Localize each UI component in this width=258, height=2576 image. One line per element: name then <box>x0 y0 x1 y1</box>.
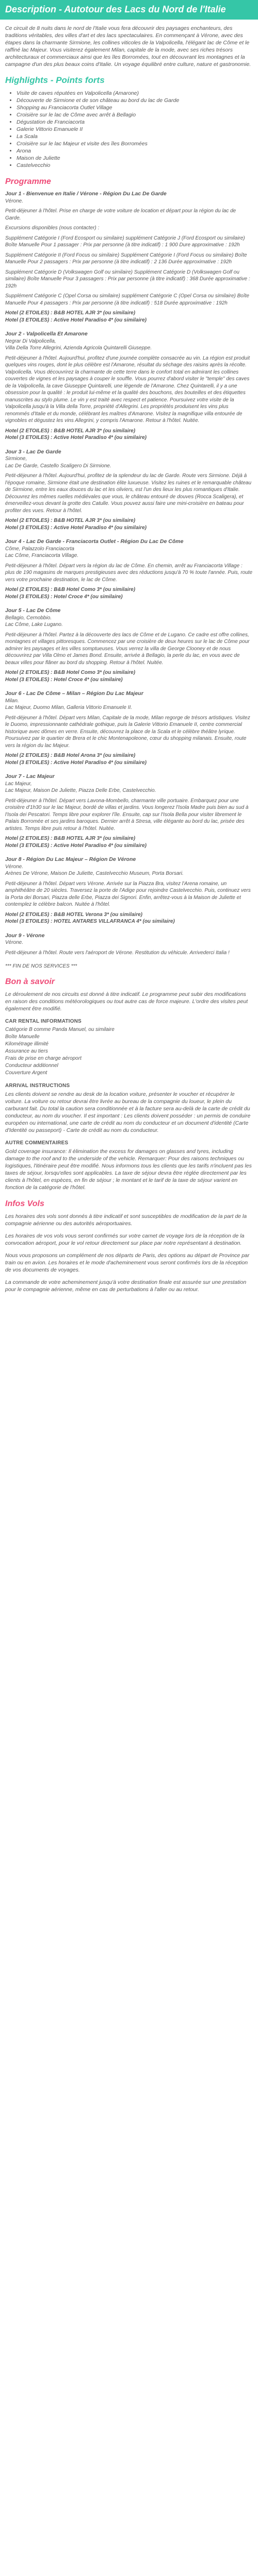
program-title: Programme <box>5 177 51 186</box>
highlight-item: • La Scala <box>17 133 253 140</box>
car-rental-item: Boîte Manuelle <box>5 1034 40 1040</box>
day-hotel: Hotel (2 ETOILES) : B&B HOTEL AJR 3* (ou similaire) <box>5 428 136 434</box>
day-block <box>5 607 253 683</box>
highlight-item: • Croisière sur le lac Majeur et visite des îles Borromées <box>17 140 253 147</box>
highlight-item: • Shopping au Franciacorta Outlet Village <box>17 104 253 111</box>
day-block <box>5 538 253 600</box>
day-title: Jour 3 - Lac De Garde <box>5 448 61 455</box>
day-place: Vérone. <box>5 198 24 204</box>
program-end-note: *** FIN DE NOS SERVICES *** <box>5 963 77 969</box>
day-title: Jour 8 - Région Du Lac Majeur – Région De Vérone <box>5 856 136 862</box>
day-hotel: Hotel (3 ETOILES) : HOTEL ANTARES VILLAFRANCA 4* (ou similaire) <box>5 919 175 924</box>
highlight-item: • Maison de Juliette <box>17 155 253 162</box>
day-place: Milan. Lac Majeur, Duomo Milan, Galleria Vittorio Emanuele II. <box>5 698 133 710</box>
day-hotel: Hotel (2 ETOILES) : B&B Hotel Arona 3* (ou similaire) <box>5 753 136 758</box>
page-title: Description - Autotour des Lacs du Nord de l'Italie <box>0 0 258 20</box>
day-hotel: Hotel (2 ETOILES) : B&B HOTEL AJR 3* (ou similaire) <box>5 518 136 523</box>
useful-info-title: Infos Vols <box>5 1199 44 1208</box>
day-title: Jour 1 - Bienvenue en Italie / Vérone - Région Du Lac De Garde <box>5 191 167 197</box>
car-rental-item: Catégorie B comme Panda Manuel, ou similaire <box>5 1027 115 1032</box>
highlight-item: • Galerie Vittorio Emanuele II <box>17 126 253 133</box>
highlight-item: • Dégustation de Franciacorta <box>17 118 253 126</box>
highlight-item: • Croisière sur le lac de Côme avec arrêt à Bellagio <box>17 111 253 118</box>
day-place: Lac Majeur, Lac Majeur, Maison De Juliette, Piazza Delle Erbe, Castelvecchio. <box>5 781 156 793</box>
day-place: Côme, Palazzolo Franciacorta Lac Côme, Franciacorta Village. <box>5 546 79 558</box>
day-title: Jour 6 - Lac De Côme – Milan – Région Du Lac Majeur <box>5 690 143 697</box>
day-place: Vérone. Arènes De Vérone, Maison De Juliette, Castelvecchio Museum, Porta Borsari. <box>5 863 184 876</box>
car-rental-item: Conducteur additionnel <box>5 1063 58 1069</box>
day-hotel: Hotel (2 ETOILES) : B&B Hotel Como 3* (ou similaire) <box>5 670 136 675</box>
day-place: Sirmione, Lac De Garde, Castello Scaligero Di Sirmione. <box>5 456 111 469</box>
day-description: Supplément Catégorie II (Ford Focus ou similaire) Supplément Catégorie I (Ford Focus ou similaire) Boîte Manuelle Pour 2 passagers : Prix par personne (à titre indicatif) : 2 136 Durée approximative : 192h <box>5 252 247 265</box>
day-block <box>5 331 253 442</box>
day-hotel: Hotel (2 ETOILES) : B&B Hotel Como 3* (ou similaire) <box>5 587 136 592</box>
highlights-list <box>17 90 253 169</box>
highlight-item: • Arona <box>17 147 253 155</box>
day-place: Bellagio, Cernobbio. Lac Côme, Lake Lugano. <box>5 615 63 628</box>
useful-info-para: Les horaires des vols sont donnés à titre indicatif et sont susceptibles de modification de la part de la compagnie aérienne ou des autorités aéroportuaires. <box>5 1213 247 1227</box>
day-block <box>5 191 253 324</box>
day-block <box>5 690 253 766</box>
highlight-item: • Visite de caves réputées en Valpolicella (Amarone) <box>17 90 253 97</box>
day-description: Petit-déjeuner à l'hôtel. Aujourd'hui, profitez de la splendeur du lac de Garde. Route vers Sirmione. Déjà à l'époque romaine, Sirmione était une destination élite luxueuse. Visitez les ruines et le remarquable château de Sirmione, entre les eaux douces du lac et les oliviers, est l'un des lieux les plus romantiques d'Italie. Découvrez les mêmes ruelles médiévales que vous, le château entouré de douves (Rocca Scaligera), et émerveillez-vous devant la grotte des Catulle. Vous pouvez aussi faire une mini-croisière en bateau pour profiter des vues. Retour à l'hôtel. <box>5 473 252 514</box>
day-description: Supplément Catégorie I (Ford Ecosport ou similaire) supplément Catégorie J (Ford Ecosport ou similaire) Boîte Manuelle Pour 1 passager : Prix par personne (à titre indicatif) : 1 900 Dure approximative : 192h <box>5 235 245 248</box>
day-block <box>5 449 253 532</box>
day-hotel: Hotel (3 ETOILES) : Hotel Croce 4* (ou similaire) <box>5 594 123 600</box>
other-comments-text: Gold coverage insurance: Il élimination the excess for damages on glasses and tyres, including damage to the roof and to the underside of the vehicle. Remarquer: Pour des raisons techniques ou logistiques, l'itinéraire peut être modifié. Nous informons tous les clients que les tarifs n'incluent pas les taxes de séjour, lorsqu'elles sont applicables. La taxe de séjour devra être réglée directement par les clients à l'hôtel, en espèces, en fin de séjour ; le montant et le tarif de la taxe de séjour varient en fonction de la catégorie de l'hôtel. <box>5 1148 252 1191</box>
day-hotel: Hotel (3 ETOILES) : Hotel Croce 4* (ou similaire) <box>5 676 123 683</box>
arrival-text: Les clients doivent se rendre au desk de la location voiture, présenter le voucher et récupérer le voiture. La voiture ou retour devrai être livrée au bureau de la compagnie du loueur, le plein du carburant fait. Du total la caution sera conditionnée et à la facture sera au-delà de la carte de crédit du conducteur, au nom du voucher. Il est important : Les clients doivent posséder : un permis de conduire européen ou international, une carte de crédit au nom du conducteur et un document d'identité (Carte d'Identité ou passeport) - Carte de crédit au nom du conducteur. <box>5 1091 251 1133</box>
highlights-title: Highlights - Points forts <box>5 75 105 85</box>
good-to-know-title: Bon à savoir <box>5 977 55 986</box>
day-description: Petit-déjeuner à l'hôtel. Départ vers la région du lac de Côme. En chemin, arrêt au Franciacorta Village : plus de 190 magasins de marques prestigieuses avec des réductions jusqu'à 70 % toute l'année. Puis, route vers votre prochaine destination, le lac de Côme. <box>5 563 253 583</box>
car-rental-list <box>5 1026 253 1077</box>
useful-info-para: Nous vous proposons un complément de nos départs de Paris, des options au départ de Province par train ou en avion. Les horaires et le mode d'acheminement vous seront confirmés lors de la réception de vos documents de voyages. <box>5 1252 250 1273</box>
day-title: Jour 5 - Lac De Côme <box>5 607 61 614</box>
day-description: Excursions disponibles (nous contacter) : <box>5 225 100 231</box>
day-block <box>5 773 253 849</box>
day-hotel: Hotel (2 ETOILES) : B&B HOTEL Verona 3* (ou similaire) <box>5 911 142 918</box>
car-rental-item: Couverture Argent <box>5 1070 47 1076</box>
day-description: Petit-déjeuner à l'hôtel. Partez à la découverte des lacs de Côme et de Lugano. Ce cadre est offre collines, montagnes et villages pittoresques. Commencez par une croisière de deux heures sur le lac de Côme pour admirer les paysages et les villes somptueuses. Vous verrez la villa de George Clooney et de nous découvrirez par Villa Olmo et James Bond. Ensuite, arrivée à Bellagio, la perle du lac, en vous avec de beaux villes pour flâner au bord du shopping. Retour à l'hôtel. Nuitée. <box>5 632 250 666</box>
day-description: Petit-déjeuner à l'hôtel. Route vers l'aéroport de Vérone. Restitution du véhicule. Arrivederci Italia ! <box>5 950 230 956</box>
day-place: Negrar Di Valpolicella, Villa Della Torre Allegrini, Azienda Agricola Quintarelli Giuseppe. <box>5 338 152 351</box>
day-description: Supplément Catégorie D (Volkswagen Golf ou similaire) Supplément Catégorie D (Volkswagen Golf ou similaire) Boîte Manuelle Pour 3 passagers : Prix par personne (à titre indicatif) : 368 Durée approximative : 192h <box>5 269 250 289</box>
day-description: Supplément Catégorie C (Opel Corsa ou similaire) supplément Catégorie C (Opel Corsa ou similaire) Boîte Manuelle Pour 4 passagers : Prix par personne (à titre indicatif) : 518 Durée approximative : 192h <box>5 293 249 306</box>
day-hotel: Hotel (3 ETOILES) : Active Hotel Paradiso 4* (ou similaire) <box>5 759 147 766</box>
car-rental-title: CAR RENTAL INFORMATIONS <box>5 1019 82 1024</box>
good-to-know-intro: Le déroulement de nos circuits est donné à titre indicatif. Le programme peut subir des modifications en raison des conditions météorologiques ou tout autre cas de force majeure. L'ordre des visites peut également être modifié. <box>5 991 248 1012</box>
day-place: Vérone. <box>5 940 24 945</box>
day-description: Petit-déjeuner à l'hôtel. Départ vers Vérone. Arrivée sur la Piazza Bra, visitez l'Arena romaine, un amphithéâtre de 20 siècles. Traversez la porte de l'Adige pour rejoindre Castelvecchio. Puis, continuez vers la Porta dei Borsari, Piazza delle Erbe, Piazza dei Signori. Enfin, arrêtez-vous à la Maison de Juliette et contemplez le célèbre balcon. Nuitée à l'hôtel. <box>5 880 251 907</box>
day-title: Jour 7 - Lac Majeur <box>5 773 55 779</box>
useful-info-para: Les horaires de vos vols vous seront confirmés sur votre carnet de voyage lors de la réception de la convocation aéroport, pour le vol retour directement sur place par notre représentant à destination. <box>5 1233 245 1246</box>
day-title: Jour 4 - Lac De Garde - Franciacorta Outlet - Région Du Lac De Côme <box>5 538 184 545</box>
intro-text: Ce circuit de 8 nuits dans le nord de l'Italie vous fera découvrir des paysages enchanteurs, des traditions véritables, des villes d'art et des lacs spectaculaires. En commençant à Vérone, avec des étapes dans la charmante Sirmione, les collines viticoles de la Valpolicella, l'élégant lac de Côme et le raffiné lac Majeur. Vous visiterez également Milan, capitale de la mode, avec ses riches trésors architecturaux et commerciaux ainsi que les îles Borromées, tout en découvrant les montagnes et la campagne d'un des plus beaux coins d'Italie. Un voyage équilibré entre culture, nature et gastronomie. <box>5 25 251 67</box>
day-title: Jour 2 - Valpolicella Et Amarone <box>5 331 88 337</box>
day-title: Jour 9 - Vérone <box>5 932 45 939</box>
day-description: Petit-déjeuner à l'hôtel. Départ vers Milan, Capitale de la mode, Milan regorge de trésors artistiques. Visitez le Duomo, impressionnante cathédrale gothique, puis la Galerie Vittorio Emanuele II, centre commercial historique avec dômes en verre. Ensuite, découvrez la place de la Scala et le célèbre théâtre lyrique. Poursuivez par le quartier de Brera et le chic Montenapoleone, cœur du shopping milanais. Ensuite, route vers la région du lac Majeur. <box>5 715 250 749</box>
day-hotel: Hotel (3 ETOILES) : Active Hotel Paradiso 4* (ou similaire) <box>5 317 147 323</box>
highlight-item: • Découverte de Sirmione et de son château au bord du lac de Garde <box>17 97 253 104</box>
day-hotel: Hotel (2 ETOILES) : B&B HOTEL AJR 3* (ou similaire) <box>5 836 136 841</box>
day-hotel: Hotel (3 ETOILES) : Active Hotel Paradiso 4* (ou similaire) <box>5 524 147 531</box>
day-hotel: Hotel (3 ETOILES) : Active Hotel Paradiso 4* (ou similaire) <box>5 435 147 440</box>
day-hotel: Hotel (2 ETOILES) : B&B HOTEL AJR 3* (ou similaire) <box>5 310 136 316</box>
day-block <box>5 856 253 925</box>
day-block <box>5 933 253 957</box>
day-description: Petit-déjeuner à l'hôtel. Départ vers Lavona-Mombello, charmante ville portuaire. Embarquez pour une croisière d'1h30 sur le lac Majeur, bordé de villas et jardins. Vous longerez l'Isola Madre puis bien au sud à l'Isola dei Pescatori. Temps libre pour explorer l'île. Ensuite, cap sur l'Isola Bella pour visiter librement le Palais Borromée et ses jardins baroques. Dernier arrêt à Stresa, ville élégante au bord du lac, prisée des artistes. Temps libre puis retour à l'hôtel. Nuitée. <box>5 798 249 832</box>
car-rental-item: Kilométrage illimité <box>5 1041 49 1047</box>
day-description: Petit-déjeuner à l'hôtel. Prise en charge de votre voiture de location et départ pour la région du lac de Garde. <box>5 208 236 221</box>
day-description: Petit-déjeuner à l'hôtel. Aujourd'hui, profitez d'une journée complète consacrée au vin. La région est produit quelques vins rouges, dont le plus célèbre est l'Amarone, résultat du séchage des raisins après la récolte. Valpolicella. Vous découvrirez la charmante de cette terre dans le confort total en admirant les collines couvertes de vignes et les paysages à couper le souffle. Vous pourrez d'abord visiter le "temple" des caves de la Valpolicella, la cave Giuseppe Quintarelli, une légende de l'Amarone. Chez Quintarelli, il y a une obsession pour la qualité : le produit lui-même et la qualité des bouchons, des bouteilles et des étiquettes manuscrites au stylo plume. Le vin y est traité avec respect et patience. Poursuivez votre visite de la Valpolicella jusqu'à la Villa della Torre, propriété d'Allegrini. Les propriétés produisent les vins plus renommés d'Italie et du monde, célébrant les maîtres d'Amarone. Visitez la magnifique villa entourée de vignobles et dégustez les vins Allegrini, y compris l'Amarone. Retour à l'hôtel. Nuitée. <box>5 355 250 423</box>
other-comments-title: AUTRE COMMENTAIRES <box>5 1140 69 1146</box>
program-days <box>0 191 258 956</box>
car-rental-item: Assurance au tiers <box>5 1048 48 1054</box>
day-hotel: Hotel (3 ETOILES) : Active Hotel Paradiso 4* (ou similaire) <box>5 842 147 849</box>
arrival-title: ARRIVAL INSTRUCTIONS <box>5 1083 70 1089</box>
highlight-item: • Castelvecchio <box>17 162 253 169</box>
car-rental-item: Frais de prise en charge aéroport <box>5 1056 82 1061</box>
useful-info-para: La commande de votre acheminement jusqu'à votre destination finale est assurée sur une prestation pour le compagnie aérienne, même en cas de perturbations à l'aller ou au retour. <box>5 1279 247 1293</box>
